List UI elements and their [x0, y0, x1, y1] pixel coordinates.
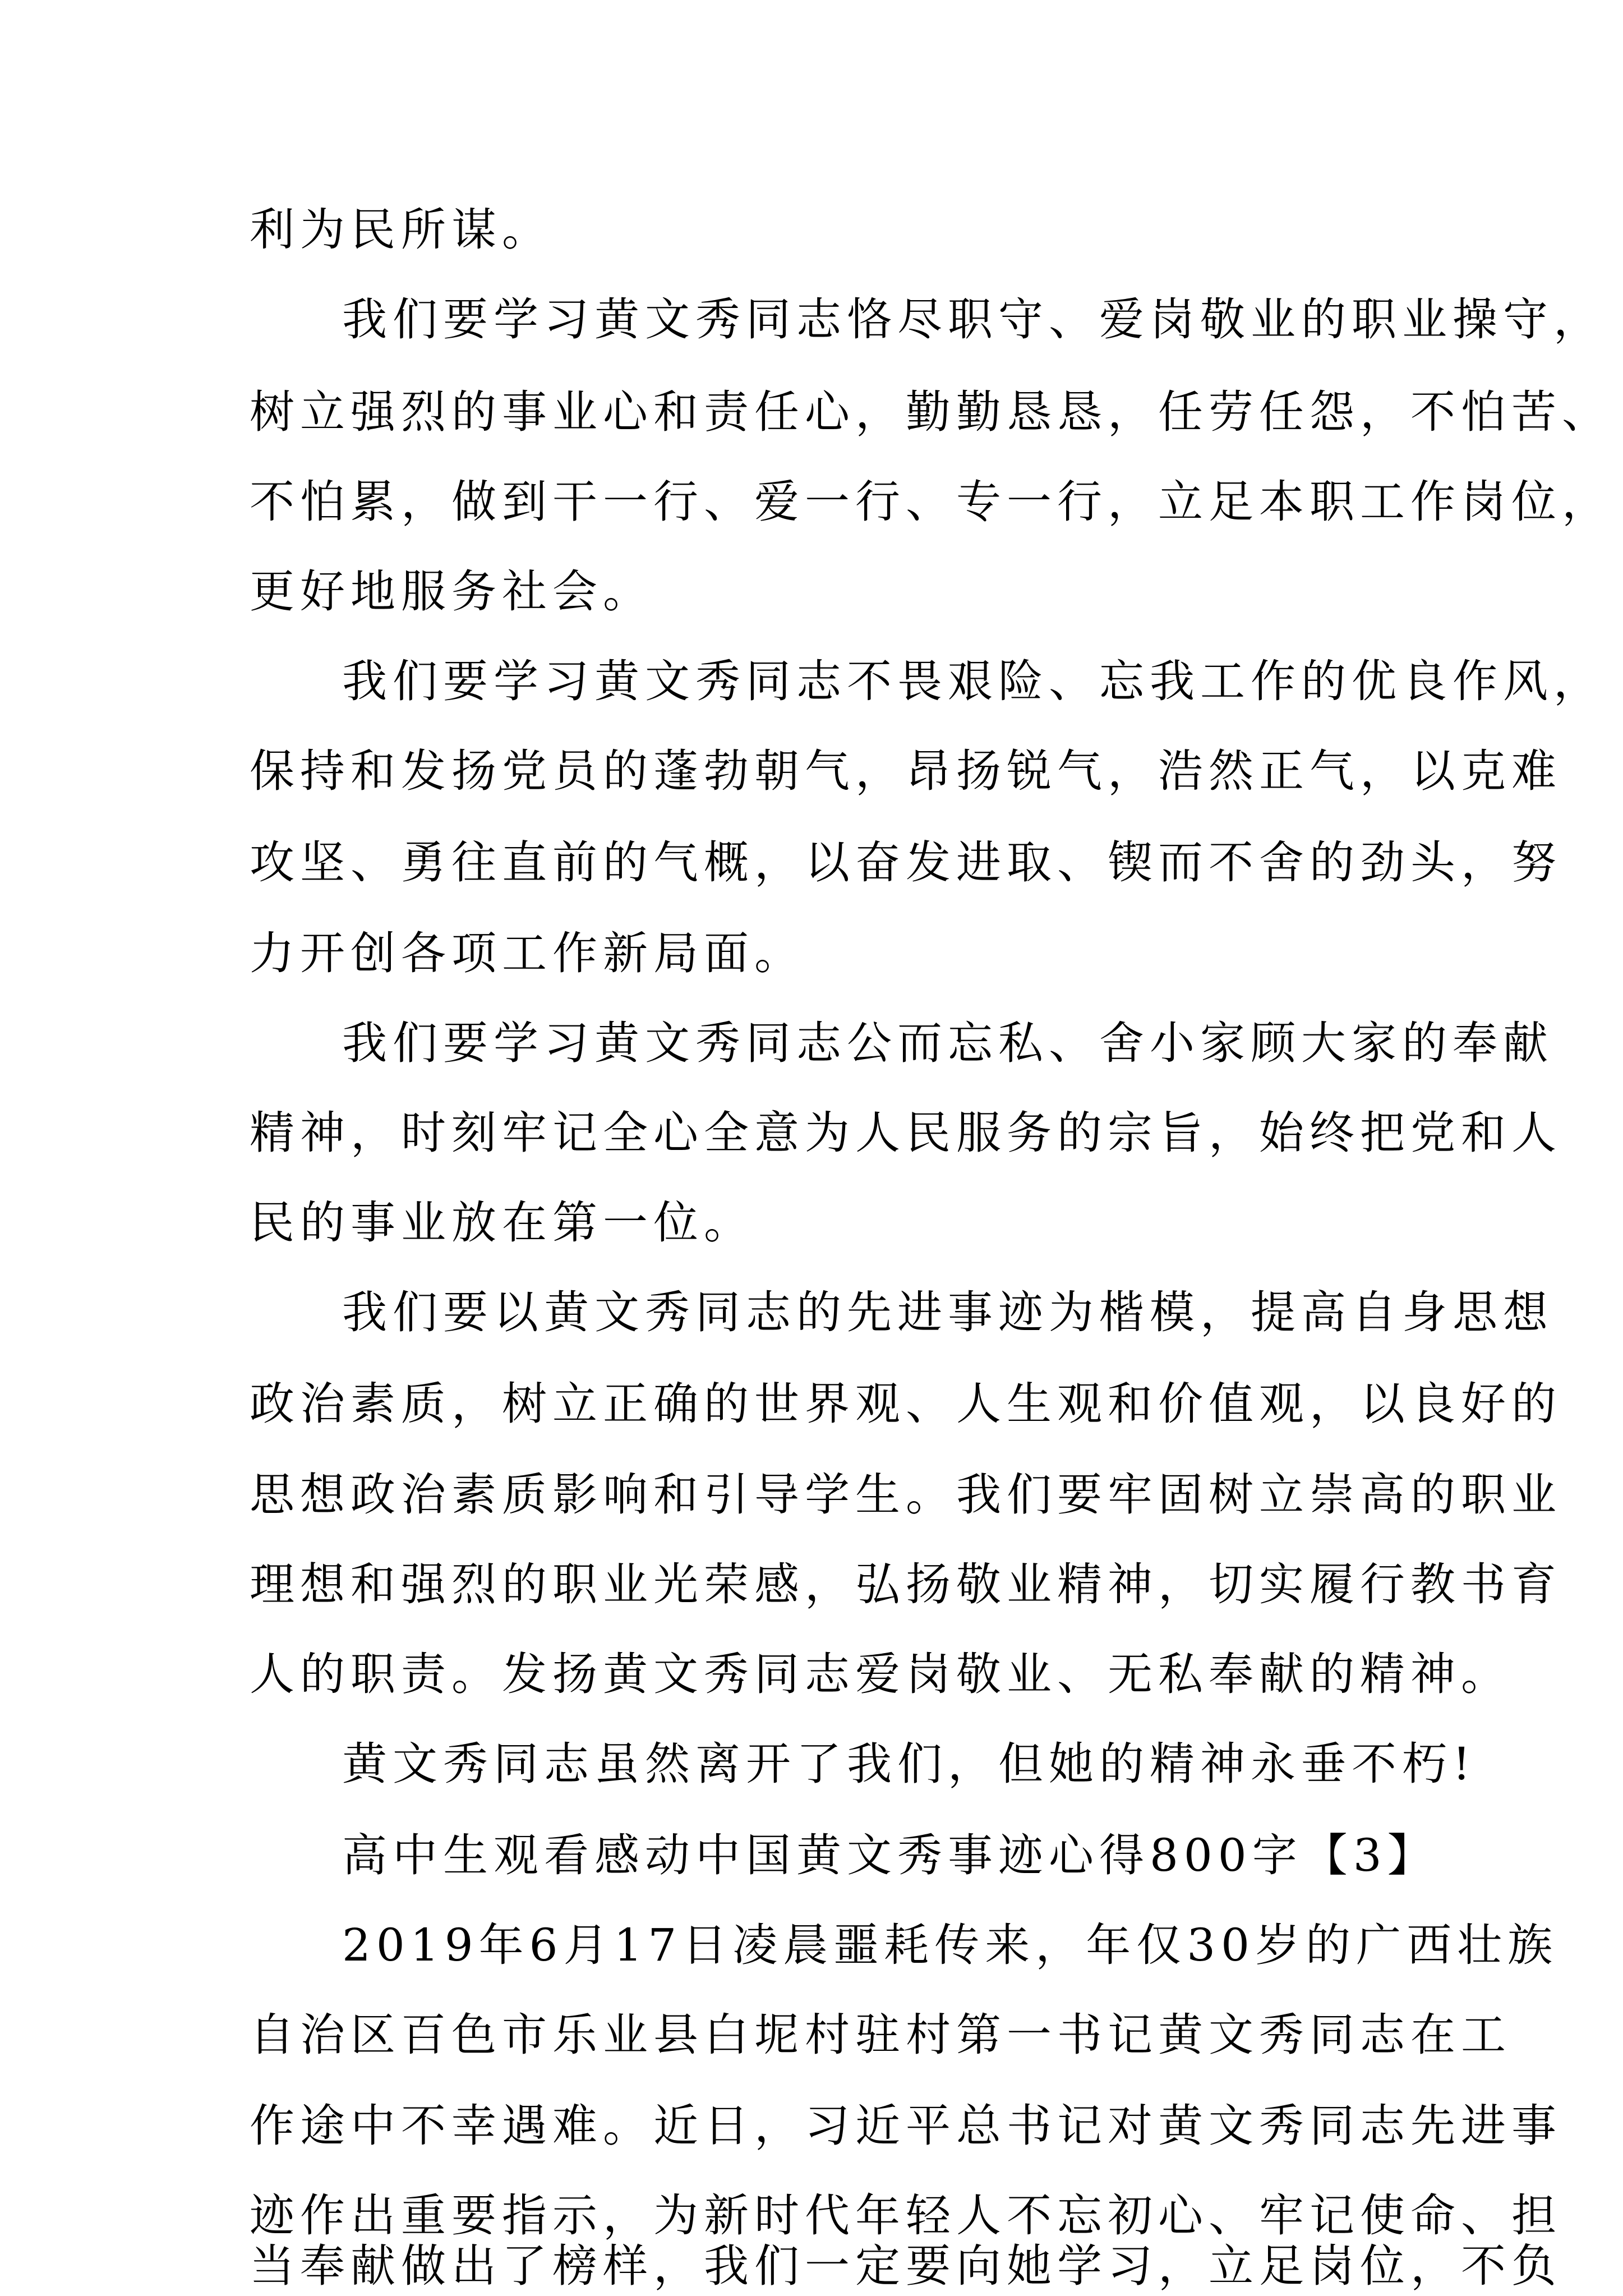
- paragraph-first-line: 我们要学习黄文秀同志公而忘私、舍小家顾大家的奉献: [342, 1017, 1553, 1069]
- paragraph-first-line: 黄文秀同志虽然离开了我们，但她的精神永垂不朽!: [342, 1738, 1477, 1790]
- text-line: 政治素质，树立正确的世界观、人生观和价值观，以良好的: [250, 1378, 1562, 1430]
- text-line: 更好地服务社会。: [250, 565, 653, 618]
- text-line: 迹作出重要指示，为新时代年轻人不忘初心、牢记使命、担: [250, 2189, 1562, 2242]
- text-line: 力开创各项工作新局面。: [250, 927, 805, 979]
- paragraph-first-line: 我们要学习黄文秀同志不畏艰险、忘我工作的优良作风，: [342, 655, 1604, 707]
- text-line: 思想政治素质影响和引导学生。我们要牢固树立崇高的职业: [250, 1469, 1562, 1521]
- section-heading: 高中生观看感动中国黄文秀事迹心得800字【3】: [342, 1829, 1438, 1881]
- text-line: 精神，时刻牢记全心全意为人民服务的宗旨，始终把党和人: [250, 1107, 1562, 1159]
- text-line: 当奉献做出了榜样，我们一定要向她学习，立足岗位，不负: [250, 2240, 1562, 2292]
- text-line: 民的事业放在第一位。: [250, 1197, 754, 1249]
- text-line: 理想和强烈的职业光荣感，弘扬敬业精神，切实履行教书育: [250, 1558, 1562, 1611]
- paragraph-first-line: 我们要学习黄文秀同志恪尽职守、爱岗敬业的职业操守，: [342, 293, 1604, 346]
- text-line: 人的职责。发扬黄文秀同志爱岗敬业、无私奉献的精神。: [250, 1648, 1511, 1700]
- text-line: 攻坚、勇往直前的气概，以奋发进取、锲而不舍的劲头，努: [250, 836, 1562, 889]
- paragraph-first-line: 2019年6月17日凌晨噩耗传来，年仅30岁的广西壮族: [342, 1919, 1559, 1971]
- text-line: 自治区百色市乐业县白坭村驻村第一书记黄文秀同志在工: [250, 2009, 1511, 2061]
- text-line: 保持和发扬党员的蓬勃朝气，昂扬锐气，浩然正气，以克难: [250, 745, 1562, 797]
- text-line: 不怕累，做到干一行、爱一行、专一行，立足本职工作岗位，: [250, 476, 1612, 528]
- text-line: 树立强烈的事业心和责任心，勤勤恳恳，任劳任怨，不怕苦、: [250, 386, 1612, 438]
- paragraph-first-line: 我们要以黄文秀同志的先进事迹为楷模，提高自身思想: [342, 1286, 1553, 1338]
- text-line: 作途中不幸遇难。近日，习近平总书记对黄文秀同志先进事: [250, 2100, 1562, 2152]
- text-line: 利为民所谋。: [250, 204, 552, 256]
